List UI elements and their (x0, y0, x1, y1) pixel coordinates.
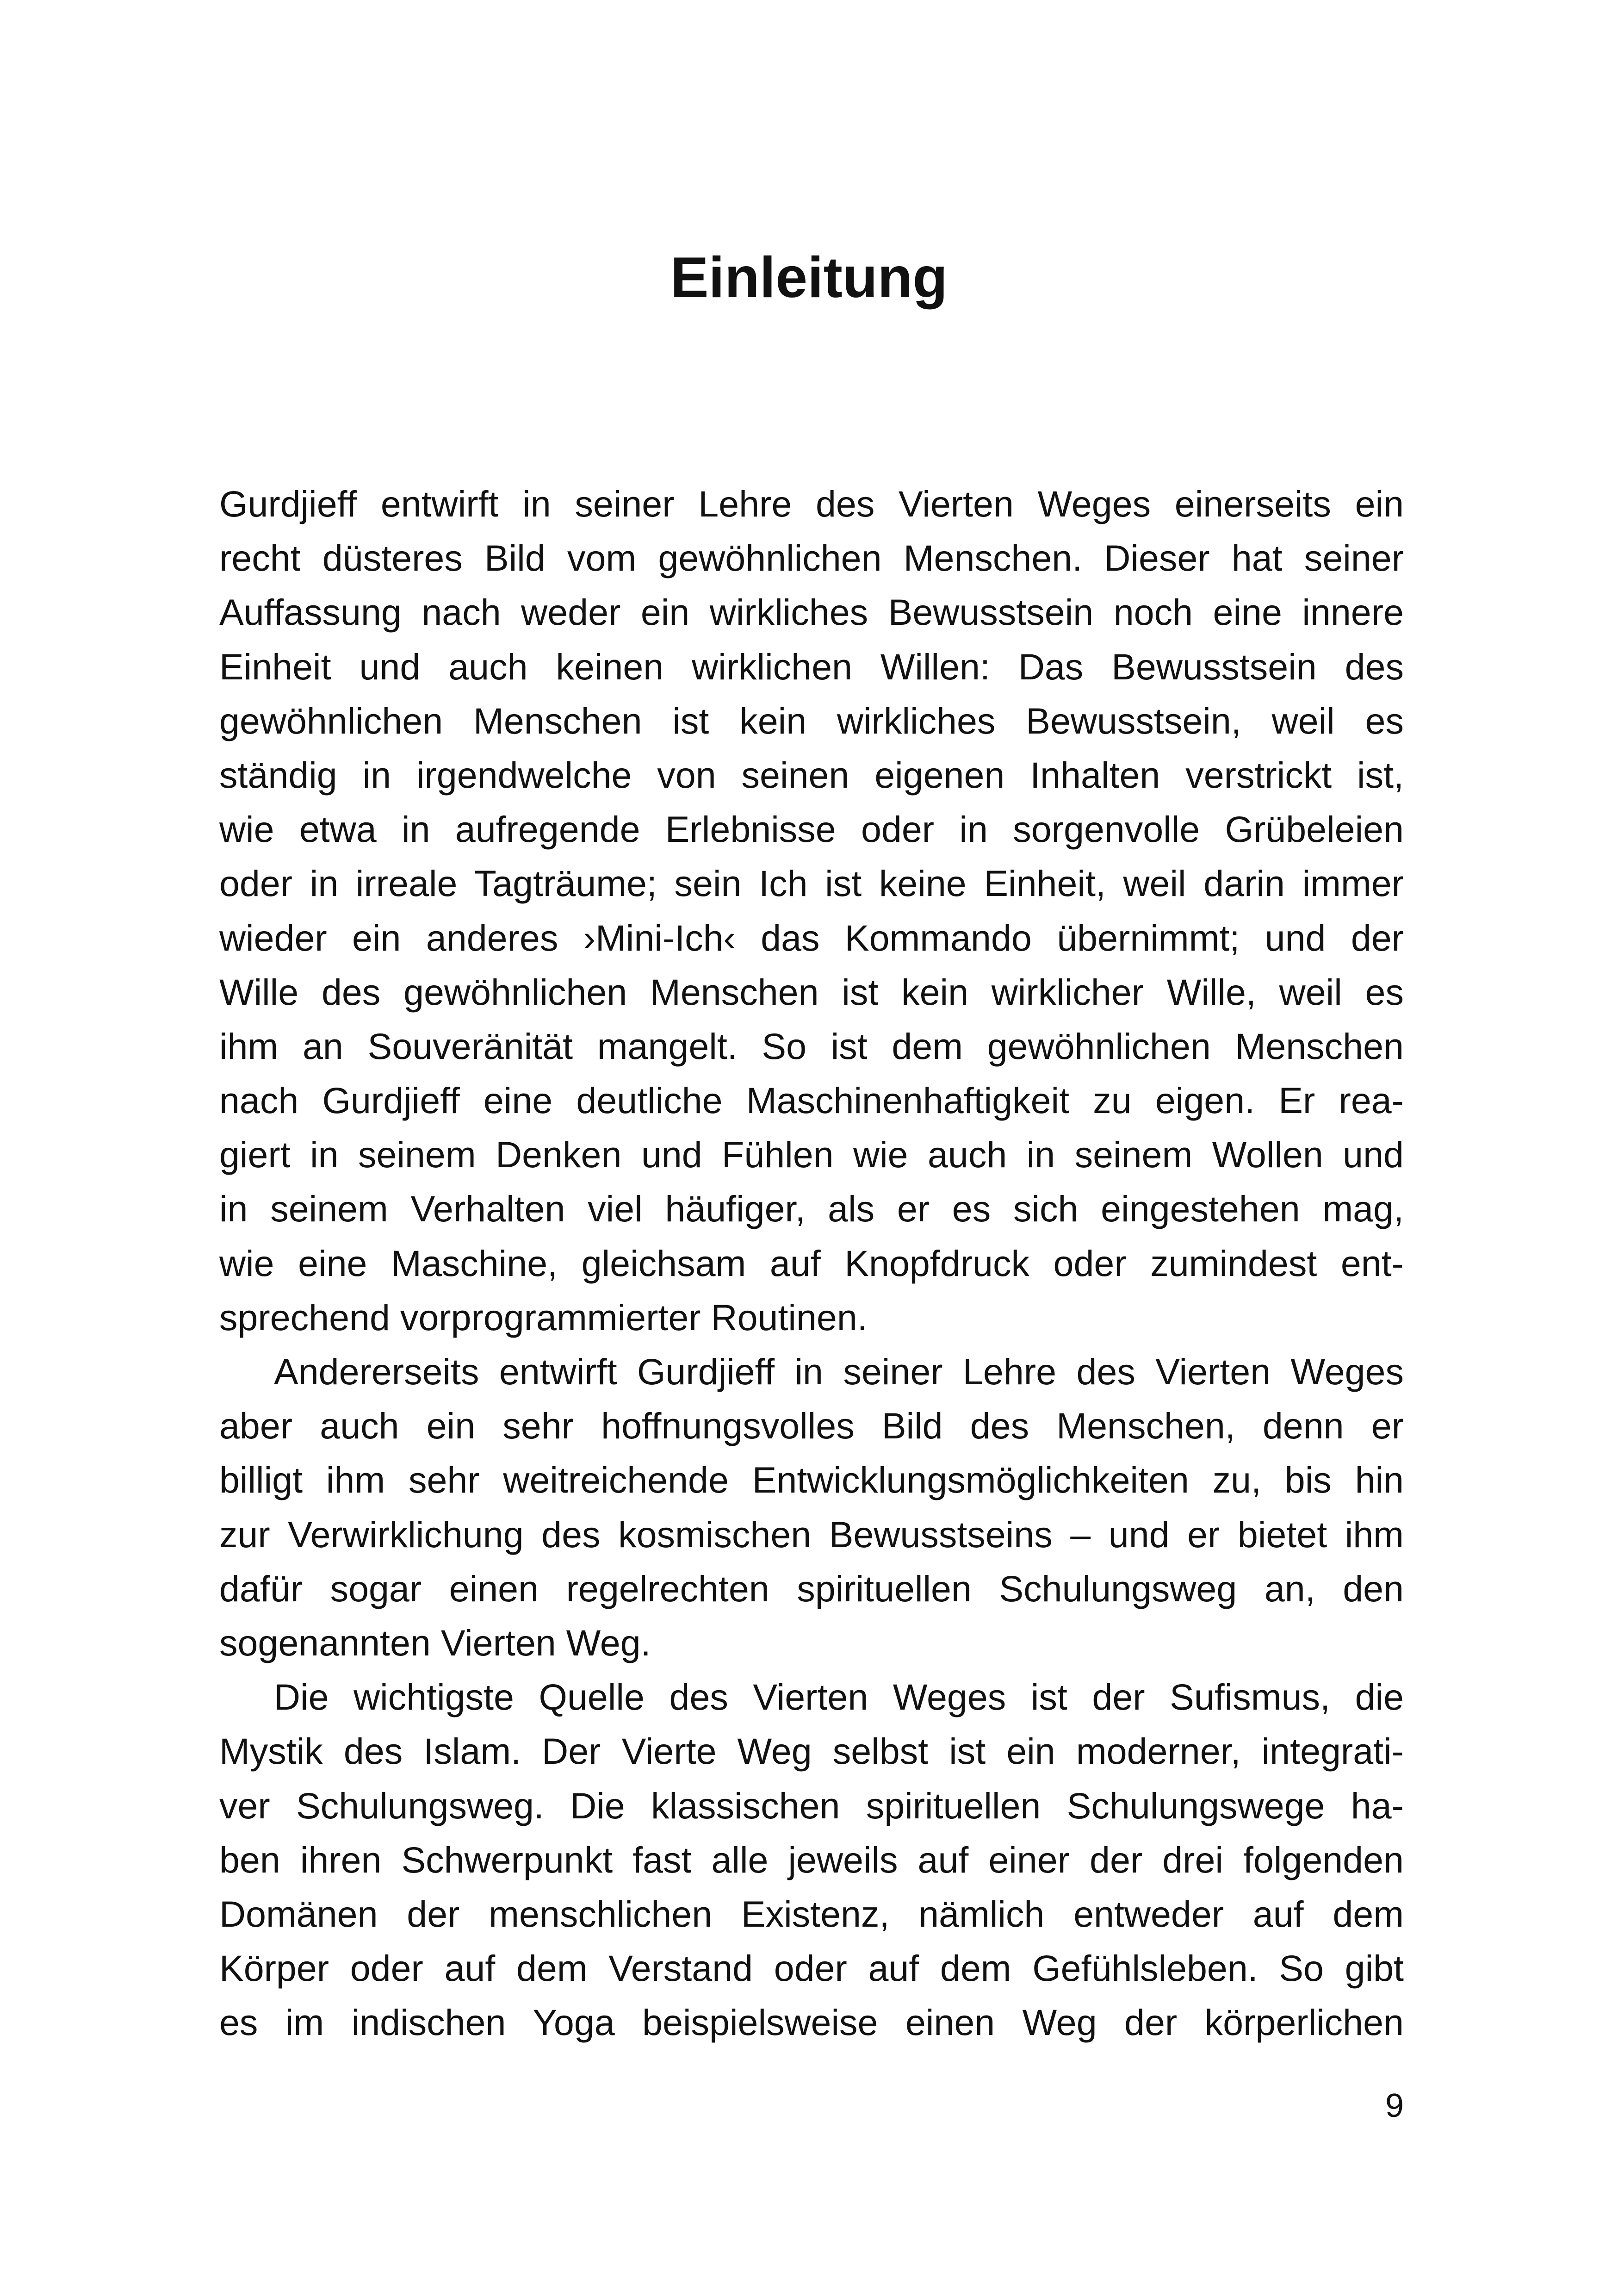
text-line: ben ihren Schwerpunkt fast alle jeweils auf einer der drei folgenden (219, 1839, 1404, 1880)
text-line: es im indischen Yoga beispielsweise einen Weg der körperlichen (219, 2002, 1404, 2043)
body-text (219, 477, 1404, 2049)
text-line: Wille des gewöhnlichen Menschen ist kein wirklicher Wille, weil es (219, 971, 1404, 1013)
text-line: Andererseits entwirft Gurdjieff in seiner Lehre des Vierten Weges (274, 1351, 1404, 1392)
text-line: Gurdjieff entwirft in seiner Lehre des Vierten Weges einerseits ein (219, 483, 1404, 524)
text-line: recht düsteres Bild vom gewöhnlichen Menschen. Dieser hat seiner (219, 537, 1404, 579)
page-number: 9 (1385, 2087, 1404, 2124)
text-line: ihm an Souveränität mangelt. So ist dem gewöhnlichen Menschen (219, 1025, 1404, 1067)
text-line: wieder ein anderes ›Mini-Ich‹ das Kommando übernimmt; und der (219, 917, 1404, 958)
text-line: Die wichtigste Quelle des Vierten Weges ist der Sufismus, die (274, 1676, 1404, 1718)
text-line: billigt ihm sehr weitreichende Entwicklungsmöglichkeiten zu, bis hin (219, 1459, 1404, 1501)
text-line: ständig in irgendwelche von seinen eigenen Inhalten verstrickt ist, (219, 754, 1404, 796)
text-line: oder in irreale Tagträume; sein Ich ist keine Einheit, weil darin immer (219, 863, 1404, 904)
text-line: sogenannten Vierten Weg. (219, 1622, 651, 1663)
text-line: zur Verwirklichung des kosmischen Bewusstseins – und er bietet ihm (219, 1513, 1404, 1555)
text-line: Mystik des Islam. Der Vierte Weg selbst ist ein moderner, integrati- (219, 1730, 1404, 1772)
text-line: wie eine Maschine, gleichsam auf Knopfdruck oder zumindest ent- (219, 1242, 1404, 1284)
text-line: dafür sogar einen regelrechten spirituellen Schulungsweg an, den (219, 1568, 1404, 1609)
text-line: aber auch ein sehr hoffnungsvolles Bild des Menschen, denn er (219, 1405, 1404, 1447)
text-line: wie etwa in aufregende Erlebnisse oder in sorgenvolle Grübeleien (219, 809, 1404, 850)
text-line: Körper oder auf dem Verstand oder auf dem Gefühlsleben. So gibt (219, 1948, 1404, 1989)
text-line: gewöhnlichen Menschen ist kein wirkliches Bewusstsein, weil es (219, 700, 1404, 741)
chapter-title: Einleitung (670, 246, 948, 310)
text-line: sprechend vorprogrammierter Routinen. (219, 1296, 868, 1338)
text-line: Domänen der menschlichen Existenz, nämlich entweder auf dem (219, 1893, 1404, 1935)
text-line: ver Schulungsweg. Die klassischen spirituellen Schulungswege ha- (219, 1785, 1404, 1826)
text-line: in seinem Verhalten viel häufiger, als er es sich eingestehen mag, (219, 1188, 1404, 1230)
text-line: giert in seinem Denken und Fühlen wie auch in seinem Wollen und (219, 1134, 1404, 1176)
text-line: nach Gurdjieff eine deutliche Maschinenhaftigkeit zu eigen. Er rea- (219, 1080, 1404, 1121)
text-line: Einheit und auch keinen wirklichen Willen: Das Bewusstsein des (219, 646, 1404, 687)
text-line: Auffassung nach weder ein wirkliches Bewusstsein noch eine innere (219, 591, 1404, 633)
